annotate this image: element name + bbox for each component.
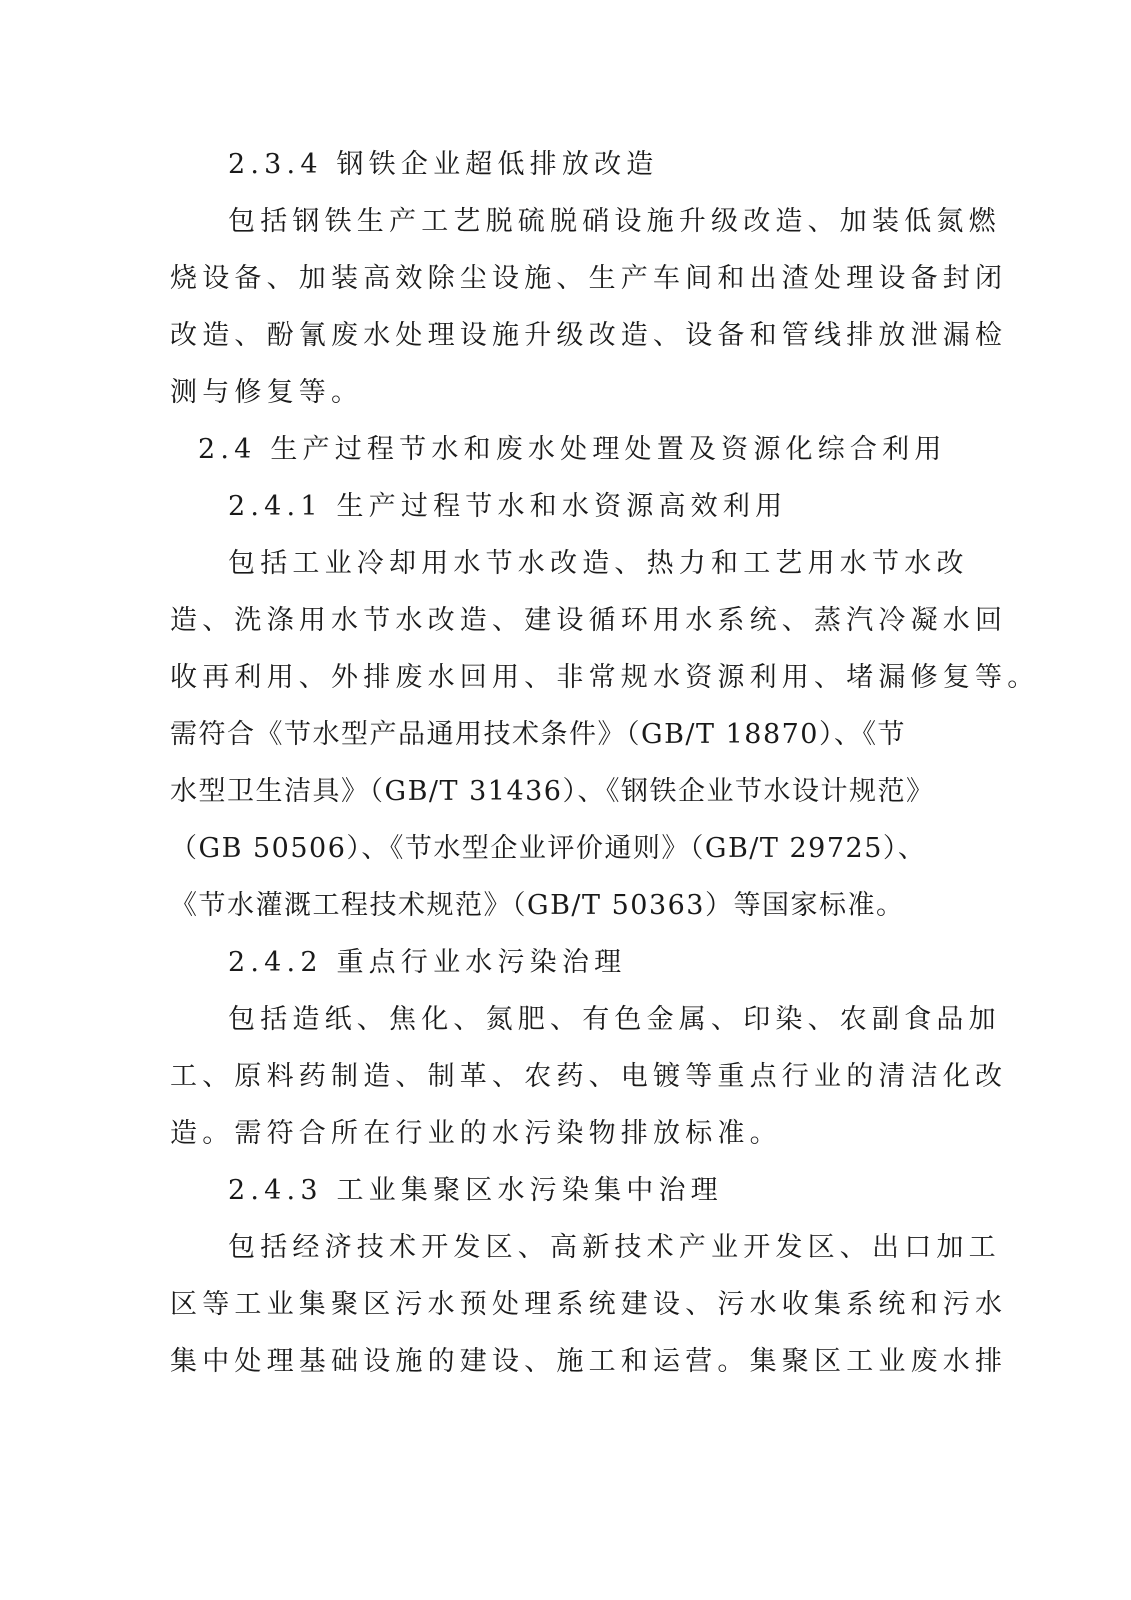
paragraph-line: 包括经济技术开发区、高新技术产业开发区、出口加工 xyxy=(228,1232,1001,1263)
heading-2-4-1: 2.4.1 生产过程节水和水资源高效利用 xyxy=(228,491,788,522)
paragraph-line: 需符合《节水型产品通用技术条件》（GB/T 18870）、《节 xyxy=(170,719,906,750)
paragraph-line: 《节水灌溉工程技术规范》（GB/T 50363）等国家标准。 xyxy=(170,890,905,921)
paragraph-line: 包括钢铁生产工艺脱硫脱硝设施升级改造、加装低氮燃 xyxy=(228,206,1001,237)
paragraph-line: 造、洗涤用水节水改造、建设循环用水系统、蒸汽冷凝水回 xyxy=(170,605,1008,636)
paragraph-line: 造。需符合所在行业的水污染物排放标准。 xyxy=(170,1118,782,1149)
paragraph-line: 改造、酚氰废水处理设施升级改造、设备和管线排放泄漏检 xyxy=(170,320,1008,351)
paragraph-line: 包括造纸、焦化、氮肥、有色金属、印染、农副食品加 xyxy=(228,1004,1001,1035)
heading-2-3-4: 2.3.4 钢铁企业超低排放改造 xyxy=(228,149,659,180)
heading-2-4: 2.4 生产过程节水和废水处理处置及资源化综合利用 xyxy=(198,434,947,465)
paragraph-line: 区等工业集聚区污水预处理系统建设、污水收集系统和污水 xyxy=(170,1289,1008,1320)
paragraph-line: （GB 50506）、《节水型企业评价通则》（GB/T 29725）、 xyxy=(170,833,927,864)
paragraph-line: 工、原料药制造、制革、农药、电镀等重点行业的清洁化改 xyxy=(170,1061,1008,1092)
paragraph-line: 包括工业冷却用水节水改造、热力和工艺用水节水改 xyxy=(228,548,969,579)
paragraph-line: 烧设备、加装高效除尘设施、生产车间和出渣处理设备封闭 xyxy=(170,263,1008,294)
paragraph-line: 测与修复等。 xyxy=(170,377,364,408)
paragraph-line: 集中处理基础设施的建设、施工和运营。集聚区工业废水排 xyxy=(170,1346,1008,1377)
paragraph-line: 收再利用、外排废水回用、非常规水资源利用、堵漏修复等。 xyxy=(170,662,1040,693)
paragraph-line: 水型卫生洁具》（GB/T 31436）、《钢铁企业节水设计规范》 xyxy=(170,776,935,807)
document-body xyxy=(170,136,1040,1390)
heading-2-4-2: 2.4.2 重点行业水污染治理 xyxy=(228,947,627,978)
heading-2-4-3: 2.4.3 工业集聚区水污染集中治理 xyxy=(228,1175,723,1206)
